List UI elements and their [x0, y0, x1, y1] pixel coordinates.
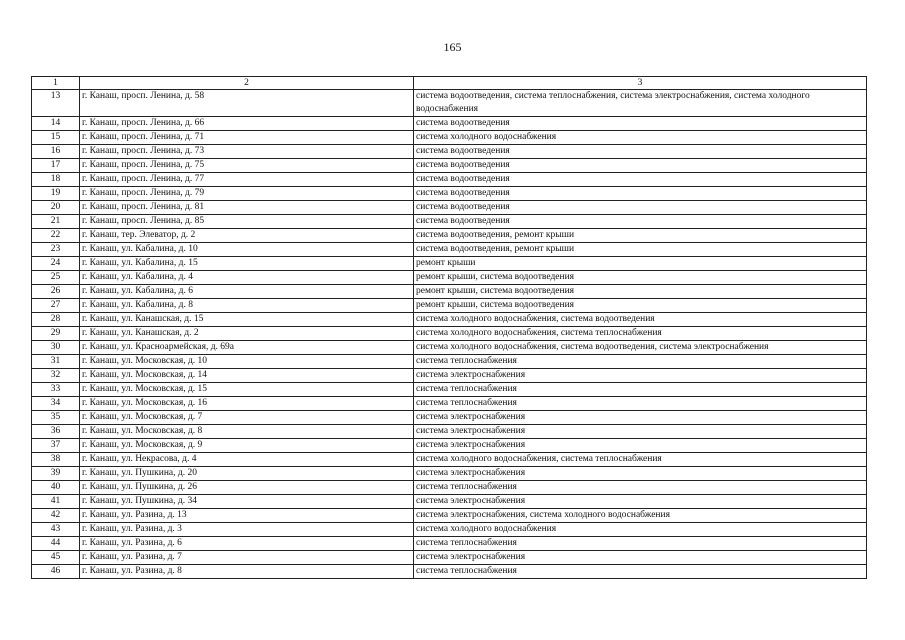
row-number: 39	[32, 467, 80, 481]
row-works: система холодного водоснабжения	[414, 131, 867, 145]
row-works: система холодного водоснабжения, система теплоснабжения	[414, 453, 867, 467]
row-works: система теплоснабжения	[414, 397, 867, 411]
table-row	[32, 145, 867, 159]
table-row	[32, 397, 867, 411]
row-address: г. Канаш, ул. Московская, д. 15	[80, 383, 414, 397]
row-works: система теплоснабжения	[414, 481, 867, 495]
row-number: 21	[32, 215, 80, 229]
row-works: система теплоснабжения	[414, 383, 867, 397]
table-row	[32, 257, 867, 271]
row-number: 18	[32, 173, 80, 187]
row-address: г. Канаш, просп. Ленина, д. 77	[80, 173, 414, 187]
row-works: система электроснабжения	[414, 369, 867, 383]
row-works: система электроснабжения	[414, 411, 867, 425]
row-works: система водоотведения	[414, 187, 867, 201]
table-body	[32, 90, 867, 579]
table-row	[32, 285, 867, 299]
header-col-address: 2	[80, 77, 414, 90]
row-works: система электроснабжения	[414, 439, 867, 453]
row-number: 44	[32, 537, 80, 551]
table-row	[32, 90, 867, 117]
table-row	[32, 383, 867, 397]
row-address: г. Канаш, просп. Ленина, д. 71	[80, 131, 414, 145]
row-works: система водоотведения, ремонт крыши	[414, 229, 867, 243]
row-address: г. Канаш, просп. Ленина, д. 58	[80, 90, 414, 117]
table-row	[32, 411, 867, 425]
row-address: г. Канаш, ул. Канашская, д. 2	[80, 327, 414, 341]
table-row	[32, 439, 867, 453]
row-number: 38	[32, 453, 80, 467]
row-address: г. Канаш, ул. Кабалина, д. 15	[80, 257, 414, 271]
row-address: г. Канаш, тер. Элеватор, д. 2	[80, 229, 414, 243]
row-number: 23	[32, 243, 80, 257]
row-works: ремонт крыши	[414, 257, 867, 271]
row-number: 43	[32, 523, 80, 537]
row-number: 45	[32, 551, 80, 565]
table-row	[32, 159, 867, 173]
table-header	[32, 77, 867, 90]
row-number: 26	[32, 285, 80, 299]
row-works: система холодного водоснабжения, система теплоснабжения	[414, 327, 867, 341]
row-works: система электроснабжения, система холодного водоснабжения	[414, 509, 867, 523]
table-row	[32, 243, 867, 257]
row-number: 20	[32, 201, 80, 215]
row-address: г. Канаш, просп. Ленина, д. 79	[80, 187, 414, 201]
row-works: система водоотведения, система теплоснабжения, система электроснабжения, система холодного водоснабжения	[414, 90, 867, 117]
table-row	[32, 565, 867, 579]
table-row	[32, 313, 867, 327]
row-works: ремонт крыши, система водоотведения	[414, 299, 867, 313]
row-address: г. Канаш, ул. Красноармейская, д. 69а	[80, 341, 414, 355]
table-row	[32, 453, 867, 467]
works-table	[31, 76, 867, 579]
row-number: 30	[32, 341, 80, 355]
row-works: система водоотведения	[414, 159, 867, 173]
table-row	[32, 271, 867, 285]
header-row	[32, 77, 867, 90]
table-row	[32, 537, 867, 551]
table-row	[32, 215, 867, 229]
row-works: система теплоснабжения	[414, 565, 867, 579]
row-number: 24	[32, 257, 80, 271]
row-address: г. Канаш, просп. Ленина, д. 66	[80, 117, 414, 131]
page-number: 165	[443, 40, 462, 54]
row-address: г. Канаш, ул. Некрасова, д. 4	[80, 453, 414, 467]
row-works: система водоотведения	[414, 215, 867, 229]
row-address: г. Канаш, ул. Канашская, д. 15	[80, 313, 414, 327]
row-address: г. Канаш, ул. Московская, д. 16	[80, 397, 414, 411]
row-number: 14	[32, 117, 80, 131]
row-address: г. Канаш, ул. Пушкина, д. 20	[80, 467, 414, 481]
row-number: 25	[32, 271, 80, 285]
row-address: г. Канаш, ул. Кабалина, д. 6	[80, 285, 414, 299]
row-number: 29	[32, 327, 80, 341]
row-works: система теплоснабжения	[414, 355, 867, 369]
row-address: г. Канаш, ул. Кабалина, д. 10	[80, 243, 414, 257]
row-address: г. Канаш, ул. Кабалина, д. 8	[80, 299, 414, 313]
row-address: г. Канаш, ул. Пушкина, д. 26	[80, 481, 414, 495]
row-number: 13	[32, 90, 80, 117]
row-number: 32	[32, 369, 80, 383]
row-works: система водоотведения	[414, 173, 867, 187]
row-address: г. Канаш, ул. Московская, д. 10	[80, 355, 414, 369]
row-number: 40	[32, 481, 80, 495]
table-row	[32, 467, 867, 481]
row-number: 17	[32, 159, 80, 173]
row-works: система водоотведения	[414, 201, 867, 215]
row-works: система холодного водоснабжения, система водоотведения	[414, 313, 867, 327]
row-number: 27	[32, 299, 80, 313]
row-address: г. Канаш, ул. Московская, д. 8	[80, 425, 414, 439]
row-address: г. Канаш, ул. Разина, д. 13	[80, 509, 414, 523]
row-address: г. Канаш, ул. Разина, д. 8	[80, 565, 414, 579]
row-works: система водоотведения	[414, 145, 867, 159]
table-row	[32, 117, 867, 131]
row-number: 42	[32, 509, 80, 523]
row-works: система электроснабжения	[414, 425, 867, 439]
table-row	[32, 229, 867, 243]
table-row	[32, 187, 867, 201]
row-number: 22	[32, 229, 80, 243]
row-works: система теплоснабжения	[414, 537, 867, 551]
row-address: г. Канаш, ул. Разина, д. 3	[80, 523, 414, 537]
row-number: 36	[32, 425, 80, 439]
row-works: ремонт крыши, система водоотведения	[414, 271, 867, 285]
row-address: г. Канаш, просп. Ленина, д. 81	[80, 201, 414, 215]
table-row	[32, 523, 867, 537]
row-number: 15	[32, 131, 80, 145]
row-works: система водоотведения, ремонт крыши	[414, 243, 867, 257]
table-row	[32, 425, 867, 439]
row-works: система электроснабжения	[414, 495, 867, 509]
row-works: система водоотведения	[414, 117, 867, 131]
row-number: 28	[32, 313, 80, 327]
header-col-works: 3	[414, 77, 867, 90]
table-row	[32, 131, 867, 145]
row-address: г. Канаш, ул. Пушкина, д. 34	[80, 495, 414, 509]
table-row	[32, 509, 867, 523]
table-row	[32, 551, 867, 565]
table-row	[32, 173, 867, 187]
row-address: г. Канаш, ул. Московская, д. 14	[80, 369, 414, 383]
row-works: система холодного водоснабжения, система водоотведения, система электроснабжения	[414, 341, 867, 355]
row-address: г. Канаш, ул. Разина, д. 7	[80, 551, 414, 565]
row-works: система холодного водоснабжения	[414, 523, 867, 537]
row-number: 33	[32, 383, 80, 397]
row-works: ремонт крыши, система водоотведения	[414, 285, 867, 299]
row-number: 16	[32, 145, 80, 159]
row-address: г. Канаш, ул. Разина, д. 6	[80, 537, 414, 551]
row-number: 41	[32, 495, 80, 509]
row-number: 35	[32, 411, 80, 425]
table-row	[32, 481, 867, 495]
row-address: г. Канаш, просп. Ленина, д. 85	[80, 215, 414, 229]
row-address: г. Канаш, ул. Московская, д. 7	[80, 411, 414, 425]
row-address: г. Канаш, ул. Московская, д. 9	[80, 439, 414, 453]
row-address: г. Канаш, ул. Кабалина, д. 4	[80, 271, 414, 285]
row-works: система электроснабжения	[414, 467, 867, 481]
table-row	[32, 495, 867, 509]
table-row	[32, 201, 867, 215]
row-number: 37	[32, 439, 80, 453]
table-row	[32, 355, 867, 369]
row-address: г. Канаш, просп. Ленина, д. 75	[80, 159, 414, 173]
row-number: 31	[32, 355, 80, 369]
table-row	[32, 299, 867, 313]
table-row	[32, 327, 867, 341]
header-col-number: 1	[32, 77, 80, 90]
table-row	[32, 369, 867, 383]
row-number: 34	[32, 397, 80, 411]
table-row	[32, 341, 867, 355]
row-address: г. Канаш, просп. Ленина, д. 73	[80, 145, 414, 159]
row-number: 19	[32, 187, 80, 201]
row-number: 46	[32, 565, 80, 579]
row-works: система электроснабжения	[414, 551, 867, 565]
